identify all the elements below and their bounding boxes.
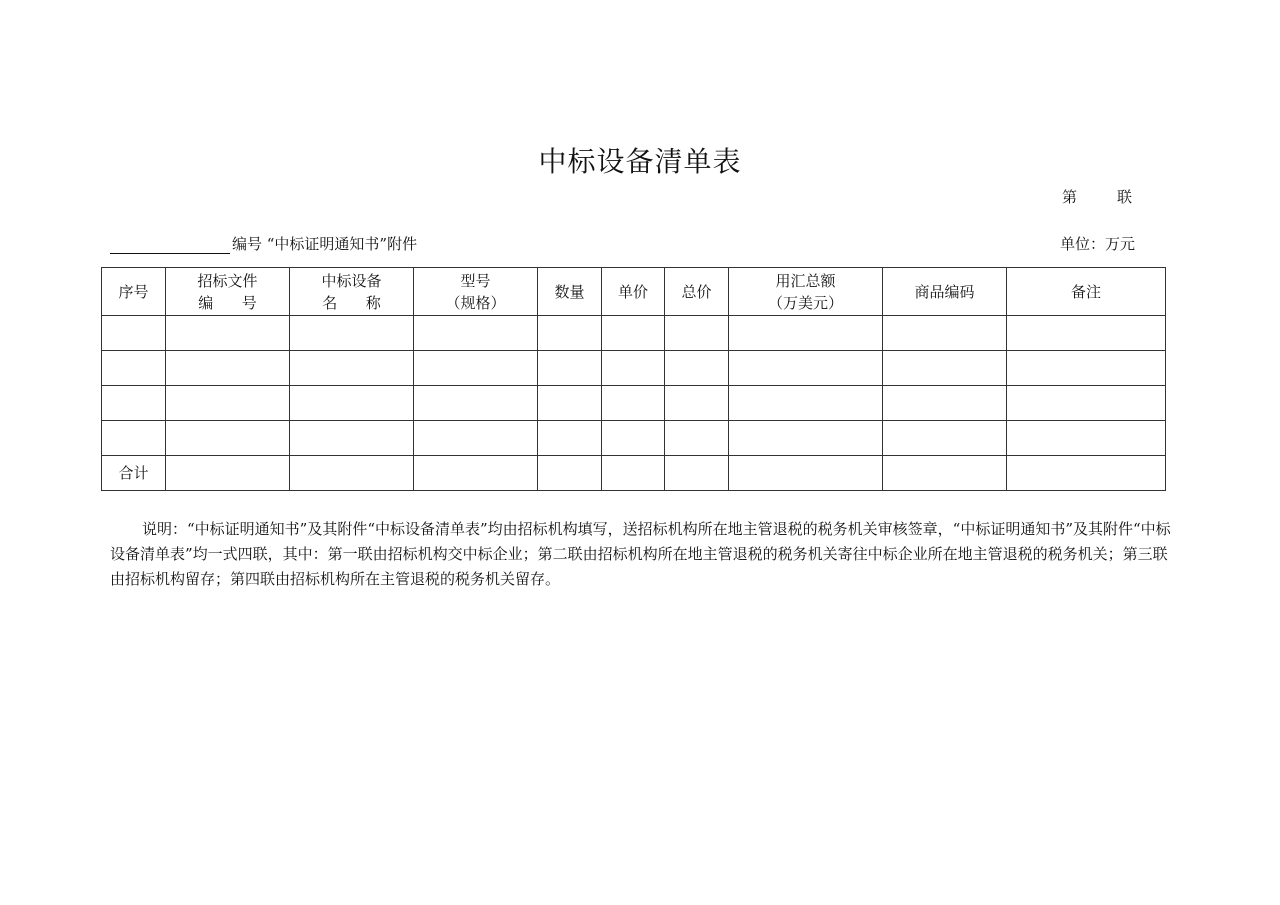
table-header-row [102,268,1166,316]
table-cell[interactable] [1007,421,1166,456]
header-line-1: 商品编码 [914,282,975,301]
table-cell[interactable] [602,351,665,386]
table-cell[interactable] [602,456,665,491]
header-line-1: 序号 [118,282,149,301]
header-col-remarks [1007,268,1166,316]
header-col-model-spec [414,268,538,316]
table-cell[interactable] [166,386,290,421]
table-cell[interactable] [166,421,290,456]
page-title: 中标设备清单表 [538,145,742,178]
header-line-1: 数量 [554,282,585,301]
table-cell[interactable] [729,351,883,386]
header-col-equipment-name [290,268,414,316]
table-cell[interactable] [102,316,166,351]
header-line-2: （万美元） [767,293,843,312]
table-cell[interactable] [602,421,665,456]
table-cell[interactable] [538,351,602,386]
header-col-tender-doc-number [166,268,290,316]
table-cell[interactable] [602,316,665,351]
equipment-table [101,267,1166,491]
reference-number-blank[interactable] [110,237,230,254]
header-line-2: 编 号 [198,293,257,312]
header-line-1: 备注 [1070,282,1101,301]
table-cell[interactable] [665,351,729,386]
unit-label: 单位：万元 [1060,235,1136,253]
table-cell[interactable] [414,316,538,351]
table-cell[interactable] [414,421,538,456]
table-cell[interactable] [290,456,414,491]
table-cell[interactable] [290,316,414,351]
copy-prefix: 第 [1062,188,1078,206]
header-col-total-price [665,268,729,316]
table-cell[interactable] [414,351,538,386]
table-cell[interactable] [1007,316,1166,351]
table-cell[interactable] [102,351,166,386]
table-total-row [102,456,1166,491]
table-cell[interactable] [538,456,602,491]
header-col-unit-price [602,268,665,316]
table-cell[interactable] [883,421,1007,456]
table-cell[interactable] [883,316,1007,351]
header-line-1: 单价 [617,282,648,301]
explanation-note: 说明：“中标证明通知书”及其附件“中标设备清单表”均由招标机构填写，送招标机构所在地主管退税的税务机关审核签章，“中标证明通知书”及其附件“中标设备清单表”均一式四联，其中：第一联由招标机构交中标企业；第二联由招标机构所在地主管退税的税务机关寄往中标企业所在地主管退税的税务机关；第三联由招标机构留存；第四联由招标机构所在主管退税的税务机关留存。 [110,520,1171,588]
copy-number-label [1062,186,1132,207]
table-row [102,351,1166,386]
table-cell[interactable] [166,316,290,351]
table-cell[interactable] [166,456,290,491]
table-row [102,316,1166,351]
table-cell[interactable] [883,351,1007,386]
table-row [102,386,1166,421]
table-cell[interactable] [602,386,665,421]
table-cell[interactable] [1007,351,1166,386]
table-cell[interactable] [1007,456,1166,491]
table-cell[interactable] [102,421,166,456]
table-cell[interactable] [290,386,414,421]
table-cell[interactable] [414,456,538,491]
table-cell[interactable] [166,351,290,386]
table-cell[interactable] [1007,386,1166,421]
table-cell[interactable] [414,386,538,421]
table-cell[interactable] [729,386,883,421]
header-col-fx-total [729,268,883,316]
table-cell[interactable] [729,316,883,351]
table-cell[interactable] [729,421,883,456]
table-cell[interactable] [538,316,602,351]
header-col-index [102,268,166,316]
table-cell[interactable] [290,421,414,456]
table-cell[interactable] [102,386,166,421]
header-line-2: （规格） [445,293,506,312]
table-cell[interactable] [538,386,602,421]
table-cell[interactable] [538,421,602,456]
reference-line [110,233,417,254]
table-cell[interactable] [883,386,1007,421]
header-line-1: 招标文件 [197,271,258,290]
header-line-1: 中标设备 [321,271,382,290]
table-cell[interactable] [665,421,729,456]
table-cell[interactable] [290,351,414,386]
copy-suffix: 联 [1117,188,1133,206]
table-cell[interactable] [665,456,729,491]
table-cell[interactable] [665,316,729,351]
table-cell[interactable] [883,456,1007,491]
table-cell[interactable] [729,456,883,491]
header-line-1: 型号 [460,271,491,290]
header-line-1: 总价 [681,282,712,301]
table-cell[interactable] [665,386,729,421]
header-line-2: 名 称 [322,293,381,312]
header-line-1: 用汇总额 [775,271,836,290]
table-row [102,421,1166,456]
total-label: 合计 [102,456,166,491]
header-col-quantity [538,268,602,316]
reference-text: 编号 “中标证明通知书”附件 [232,235,418,253]
header-col-commodity-code [883,268,1007,316]
